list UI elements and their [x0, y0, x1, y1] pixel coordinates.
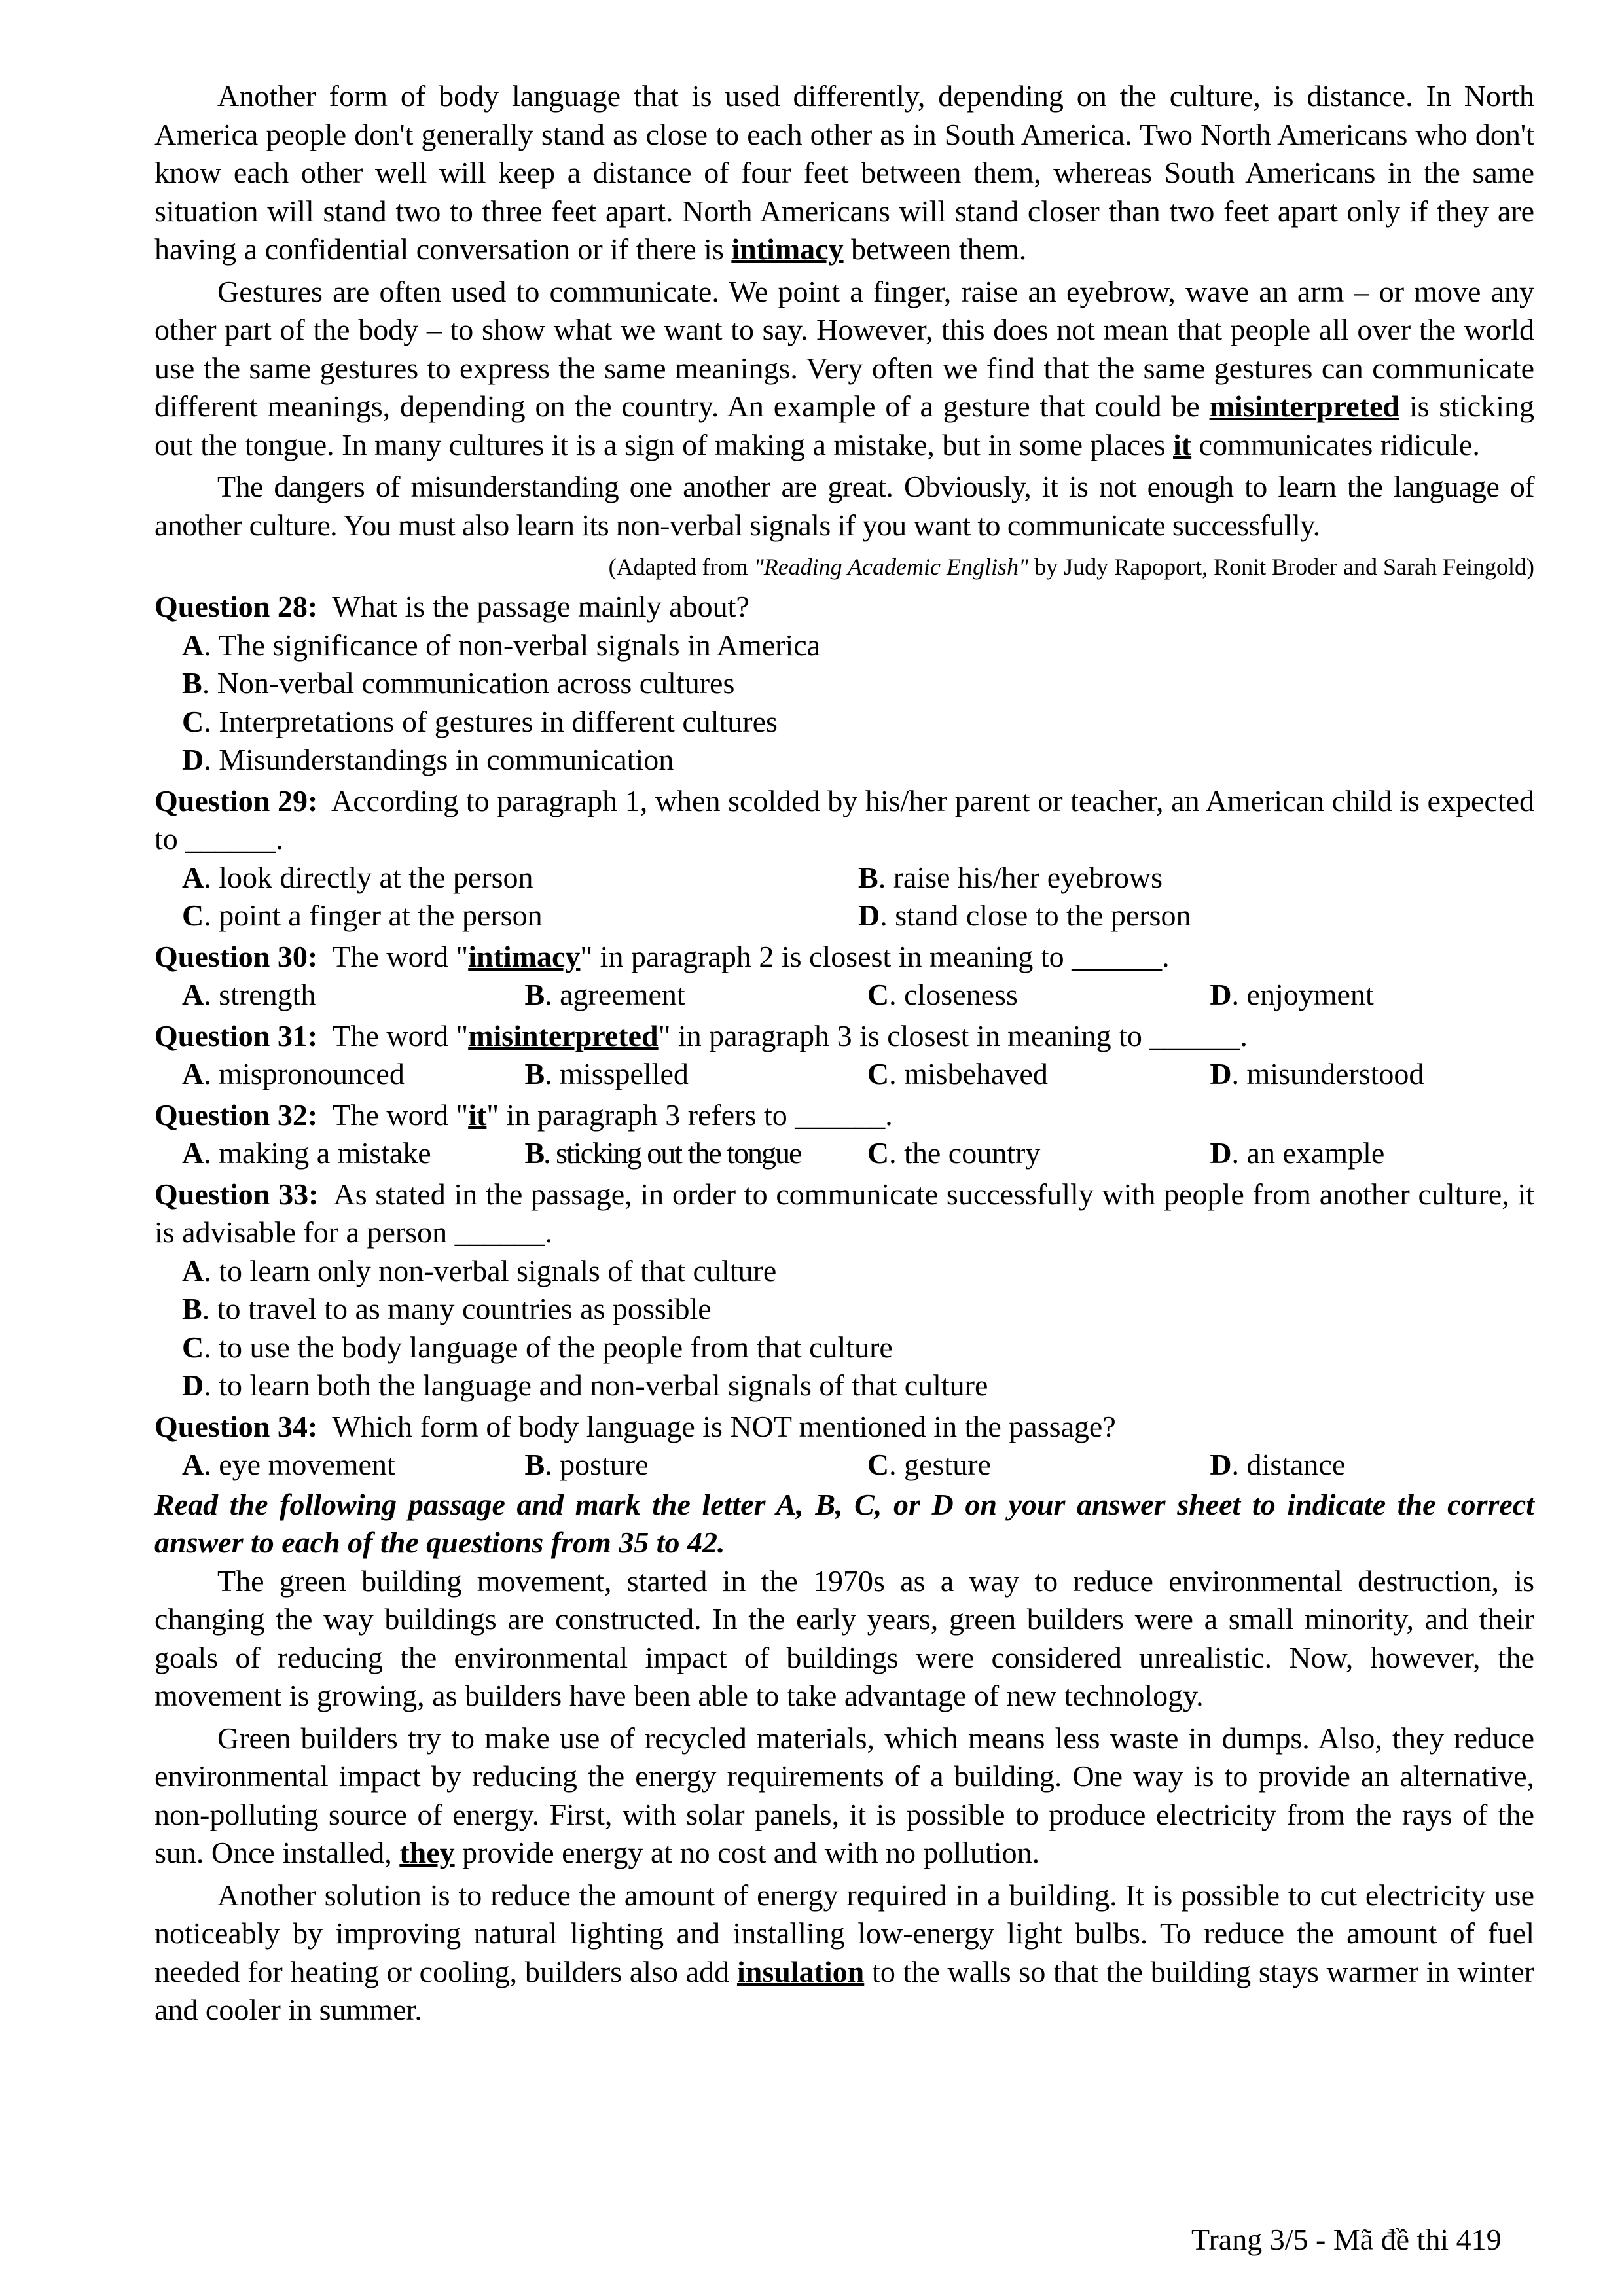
question-text: According to paragraph 1, when scolded by his/her parent or teacher, an American child is expected to ______.: [154, 783, 1534, 855]
option-b[interactable]: [524, 976, 867, 1014]
question-text: The word ": [332, 939, 469, 973]
question-34: [154, 1408, 1534, 1484]
option-a[interactable]: [154, 626, 1534, 665]
option-letter: D: [1210, 1136, 1232, 1170]
option-b[interactable]: [154, 1290, 1534, 1329]
paragraph-text: between them.: [843, 232, 1027, 266]
option-letter: B: [524, 978, 545, 1011]
option-text: . making a mistake: [204, 1136, 431, 1170]
option-letter: A: [182, 1136, 204, 1170]
option-c[interactable]: [154, 703, 1534, 742]
option-letter: D: [182, 743, 204, 776]
option-text: . gesture: [889, 1448, 991, 1481]
question-label: Question 34:: [154, 1409, 318, 1443]
option-c[interactable]: [867, 976, 1210, 1014]
option-letter: B: [524, 1057, 545, 1090]
highlighted-word-misinterpreted: misinterpreted: [1209, 389, 1399, 423]
option-text: . raise his/her eyebrows: [878, 860, 1163, 894]
option-text: . Interpretations of gestures in different cultures: [204, 704, 778, 738]
option-d[interactable]: [1210, 1446, 1534, 1484]
option-text: . misspelled: [545, 1057, 689, 1090]
option-text: . eye movement: [204, 1448, 395, 1481]
option-letter: D: [858, 899, 880, 932]
option-text: . the country: [889, 1136, 1041, 1170]
passage2-paragraph-3: [154, 1876, 1534, 2030]
option-letter: A: [182, 1253, 204, 1287]
option-text: . an example: [1231, 1136, 1385, 1170]
option-d[interactable]: [154, 741, 1534, 780]
option-text: . enjoyment: [1231, 978, 1374, 1011]
option-text: . Misunderstandings in communication: [204, 743, 674, 776]
option-text: . misbehaved: [889, 1057, 1048, 1090]
paragraph-text: Green builders try to make use of recycled materials, which means less waste in dumps. Also, they reduce environmental impact by reducing the energy requirements of a building. One way is to provide an alternative, non-polluting source of energy. First, with solar panels, it is possible to produce electricity from the rays of the sun. Once installed,: [154, 1721, 1534, 1869]
passage-paragraph-dangers: The dangers of misunderstanding one another are great. Obviously, it is not enough to learn the language of another culture. You must also learn its non-verbal signals if you want to communicate successfully.: [154, 470, 1534, 542]
option-text: . point a finger at the person: [204, 899, 543, 932]
option-letter: C: [867, 1057, 890, 1090]
option-a[interactable]: [182, 859, 858, 897]
page-footer: Trang 3/5 - Mã đề thi 419: [1191, 2223, 1502, 2256]
citation-title: "Reading Academic English": [753, 554, 1029, 580]
question-label: Question 31:: [154, 1018, 318, 1052]
question-label: Question 30:: [154, 939, 318, 973]
option-b[interactable]: [524, 1134, 867, 1173]
option-c[interactable]: [182, 897, 858, 935]
option-letter: C: [182, 704, 204, 738]
option-letter: B: [182, 666, 202, 700]
target-word: intimacy: [468, 939, 581, 973]
highlighted-word-they: they: [399, 1836, 455, 1869]
option-letter: C: [867, 978, 890, 1011]
passage-paragraph-gestures: [154, 273, 1534, 465]
option-text: . posture: [545, 1448, 649, 1481]
option-d[interactable]: [1210, 1134, 1534, 1173]
option-text: . look directly at the person: [204, 860, 533, 894]
highlighted-word-it: it: [1173, 427, 1192, 461]
question-29: [154, 782, 1534, 935]
option-letter: D: [1210, 978, 1232, 1011]
option-d[interactable]: [154, 1367, 1534, 1405]
option-text: . to use the body language of the people from that culture: [204, 1330, 893, 1364]
option-b[interactable]: [524, 1446, 867, 1484]
question-30: [154, 938, 1534, 1014]
option-letter: B: [524, 1448, 545, 1481]
citation-authors: by Judy Rapoport, Ronit Broder and Sarah Feingold): [1028, 554, 1534, 580]
passage-paragraph-distance: [154, 77, 1534, 269]
option-letter: C: [182, 899, 204, 932]
option-letter: D: [182, 1369, 204, 1402]
option-text: . agreement: [545, 978, 685, 1011]
option-c[interactable]: [867, 1446, 1210, 1484]
option-a[interactable]: [182, 1055, 524, 1094]
option-text: . misunderstood: [1231, 1057, 1424, 1090]
question-label: Question 28:: [154, 590, 318, 623]
question-text: The word ": [332, 1018, 469, 1052]
option-letter: B: [858, 860, 878, 894]
option-text: . Non-verbal communication across cultures: [202, 666, 735, 700]
question-text: As stated in the passage, in order to communicate successfully with people from another culture, it is advisable for a person ______.: [154, 1177, 1535, 1249]
option-text: . strength: [204, 978, 316, 1011]
option-text: . stand close to the person: [880, 899, 1191, 932]
target-word: misinterpreted: [468, 1018, 659, 1052]
option-d[interactable]: [1210, 1055, 1534, 1094]
question-31: [154, 1017, 1534, 1094]
option-letter: A: [182, 628, 204, 662]
passage2-paragraph-2: [154, 1719, 1534, 1873]
option-b[interactable]: [154, 664, 1534, 703]
paragraph-text: communicates ridicule.: [1191, 427, 1480, 461]
paragraph-text: to the walls so that the building stays warmer in winter and cooler in summer.: [154, 1954, 1534, 2026]
option-d[interactable]: [1210, 976, 1534, 1014]
citation-prefix: (Adapted from: [608, 554, 754, 580]
question-label: Question 33:: [154, 1177, 319, 1211]
exam-page: [154, 77, 1534, 2034]
option-letter: D: [1210, 1057, 1232, 1090]
paragraph-text: Another solution is to reduce the amount of energy required in a building. It is possible to cut electricity use noticeably by improving natural lighting and installing low-energy light bulbs. To reduce the amount of fuel needed for heating or cooling, builders also add: [154, 1878, 1534, 1988]
question-28: [154, 588, 1534, 780]
source-citation: [154, 548, 1534, 585]
option-b[interactable]: [858, 859, 1534, 897]
option-letter: C: [182, 1330, 204, 1364]
option-d[interactable]: [858, 897, 1534, 935]
option-a[interactable]: [154, 1252, 1534, 1291]
question-text: " in paragraph 3 refers to ______.: [486, 1098, 893, 1132]
option-letter: C: [867, 1448, 890, 1481]
option-text: . sticking out the tongue: [543, 1136, 801, 1170]
option-text: . distance: [1231, 1448, 1346, 1481]
question-text: " in paragraph 2 is closest in meaning to ______.: [580, 939, 1170, 973]
paragraph-text: Gestures are often used to communicate. We point a finger, raise an eyebrow, wave an arm – or move any other part of the body – to show what we want to say. However, this does not mean that people all over the world use the same gestures to express the same meanings. Very often we find that the same gestures can communicate different meanings, depending on the country. An example of a gesture that could be: [154, 274, 1534, 423]
question-label: Question 29:: [154, 783, 318, 817]
option-letter: A: [182, 978, 204, 1011]
option-text: . closeness: [889, 978, 1018, 1011]
option-a[interactable]: [182, 976, 524, 1014]
option-a[interactable]: [182, 1446, 524, 1484]
section-instruction: Read the following passage and mark the letter A, B, C, or D on your answer sheet to indicate the correct answer to each of the questions from 35 to 42.: [154, 1487, 1534, 1559]
paragraph-text: Another form of body language that is used differently, depending on the culture, is distance. In North America people don't generally stand as close to each other as in South America. Two North Americans who don't know each other well will keep a distance of four feet between them, whereas South Americans in the same situation will stand two to three feet apart. North Americans will stand closer than two feet apart only if they are having a confidential conversation or if there is: [154, 79, 1534, 266]
option-text: . The significance of non-verbal signals in America: [204, 628, 821, 662]
option-letter: A: [182, 860, 204, 894]
highlighted-word-intimacy: intimacy: [731, 232, 844, 266]
option-text: . to travel to as many countries as possible: [202, 1292, 712, 1325]
option-letter: B: [182, 1292, 202, 1325]
option-letter: A: [182, 1057, 204, 1090]
option-letter: A: [182, 1448, 204, 1481]
question-text: The word ": [332, 1098, 469, 1132]
paragraph-text: provide energy at no cost and with no pollution.: [454, 1836, 1040, 1869]
option-text: . to learn both the language and non-verbal signals of that culture: [204, 1369, 988, 1402]
question-text: " in paragraph 3 is closest in meaning to ______.: [658, 1018, 1248, 1052]
target-word: it: [468, 1098, 487, 1132]
passage2-paragraph-1: The green building movement, started in the 1970s as a way to reduce environmental destruction, is changing the way buildings are constructed. In the early years, green builders were a small minority, and their goals of reducing the environmental impact of buildings were considered unrealistic. Now, however, the movement is growing, as builders have been able to take advantage of new technology.: [154, 1564, 1534, 1712]
question-32: [154, 1096, 1534, 1173]
highlighted-word-insulation: insulation: [736, 1954, 865, 1988]
option-c[interactable]: [154, 1329, 1534, 1367]
question-33: [154, 1175, 1534, 1405]
option-text: . mispronounced: [204, 1057, 405, 1090]
option-c[interactable]: [867, 1055, 1210, 1094]
question-label: Question 32:: [154, 1098, 318, 1132]
paragraph-text: is sticking out the tongue. In many cultures it is a sign of making a mistake, but in some places: [154, 389, 1535, 461]
question-text: What is the passage mainly about?: [332, 590, 749, 623]
option-letter: C: [867, 1136, 890, 1170]
option-text: . to learn only non-verbal signals of that culture: [204, 1253, 777, 1287]
option-c[interactable]: [867, 1134, 1210, 1173]
option-letter: D: [1210, 1448, 1232, 1481]
option-b[interactable]: [524, 1055, 867, 1094]
question-text: Which form of body language is NOT mentioned in the passage?: [332, 1409, 1116, 1443]
option-a[interactable]: [182, 1134, 524, 1173]
option-letter: B: [524, 1136, 544, 1170]
